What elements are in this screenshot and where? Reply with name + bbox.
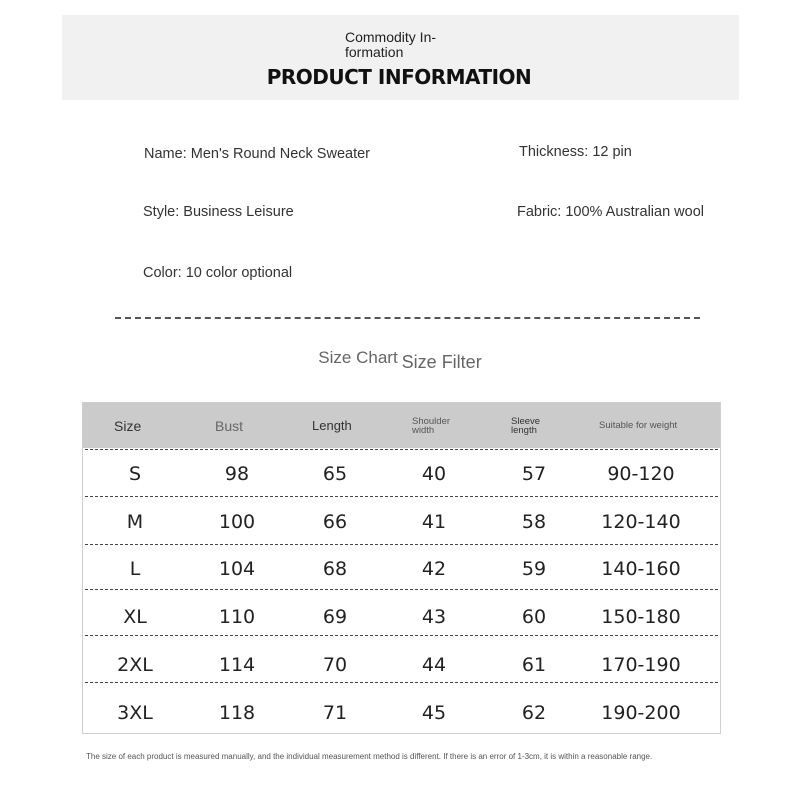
cell-shoulder: 40 xyxy=(421,462,447,485)
info-name: Name: Men's Round Neck Sweater xyxy=(144,146,371,162)
col-shoulder-width: Shoulder width xyxy=(412,415,451,436)
cell-size: S xyxy=(128,462,142,485)
info-fabric: Fabric: 100% Australian wool xyxy=(517,204,704,220)
table-row xyxy=(83,498,720,545)
cell-bust: 104 xyxy=(218,557,256,580)
cell-sleeve: 60 xyxy=(521,605,547,628)
table-row xyxy=(83,545,720,592)
cell-weight: 90-120 xyxy=(607,462,675,485)
info-color: Color: 10 color optional xyxy=(143,265,293,281)
col-length: Length xyxy=(312,418,352,433)
size-table xyxy=(82,402,721,734)
cell-length: 66 xyxy=(322,510,348,533)
size-chart-heading xyxy=(0,347,800,372)
cell-size: 2XL xyxy=(117,653,153,676)
cell-shoulder: 45 xyxy=(421,701,447,724)
table-row xyxy=(83,450,720,497)
cell-length: 65 xyxy=(322,462,348,485)
cell-sleeve: 57 xyxy=(521,462,547,485)
col-weight: Suitable for weight xyxy=(599,420,678,431)
cell-bust: 110 xyxy=(218,605,256,628)
cell-length: 69 xyxy=(322,605,348,628)
table-row xyxy=(83,689,720,736)
cell-bust: 98 xyxy=(224,462,250,485)
cell-weight: 120-140 xyxy=(601,510,681,533)
cell-shoulder: 43 xyxy=(421,605,447,628)
col-bust: Bust xyxy=(215,417,244,434)
row-divider xyxy=(85,682,718,683)
row-divider xyxy=(85,635,718,636)
cell-sleeve: 59 xyxy=(521,557,547,580)
header-banner xyxy=(62,15,739,100)
table-header xyxy=(83,403,720,448)
cell-length: 70 xyxy=(322,653,348,676)
info-thickness: Thickness: 12 pin xyxy=(519,144,632,160)
header-subtitle: Commodity In- formation xyxy=(345,29,437,60)
cell-sleeve: 62 xyxy=(521,701,547,724)
cell-sleeve: 61 xyxy=(521,653,547,676)
size-chart-label: Size Chart xyxy=(318,348,398,367)
info-style: Style: Business Leisure xyxy=(143,204,294,220)
cell-shoulder: 44 xyxy=(421,653,447,676)
section-divider xyxy=(115,317,700,319)
cell-sleeve: 58 xyxy=(521,510,547,533)
row-divider xyxy=(85,589,718,590)
cell-bust: 114 xyxy=(218,653,256,676)
cell-bust: 118 xyxy=(218,701,256,724)
cell-size: XL xyxy=(123,605,147,628)
col-size: Size xyxy=(114,417,142,434)
cell-weight: 150-180 xyxy=(601,605,681,628)
measurement-footnote: The size of each product is measured manually, and the individual measurement method is different. If there is an error of 1-3cm, it is within a reasonable range. xyxy=(86,752,653,761)
cell-weight: 190-200 xyxy=(601,701,681,724)
cell-weight: 140-160 xyxy=(601,557,681,580)
cell-weight: 170-190 xyxy=(601,653,681,676)
cell-size: M xyxy=(126,510,144,533)
row-divider xyxy=(85,496,718,497)
cell-bust: 100 xyxy=(218,510,256,533)
col-sleeve-length: Sleeve length xyxy=(511,415,541,436)
cell-size: L xyxy=(129,557,141,580)
cell-shoulder: 42 xyxy=(421,557,447,580)
table-row xyxy=(83,641,720,688)
cell-length: 71 xyxy=(322,701,348,724)
cell-length: 68 xyxy=(322,557,348,580)
size-filter-label: Size Filter xyxy=(401,352,482,372)
cell-size: 3XL xyxy=(117,701,153,724)
cell-shoulder: 41 xyxy=(421,510,447,533)
table-row xyxy=(83,593,720,640)
page-title: PRODUCT INFORMATION xyxy=(266,65,532,89)
